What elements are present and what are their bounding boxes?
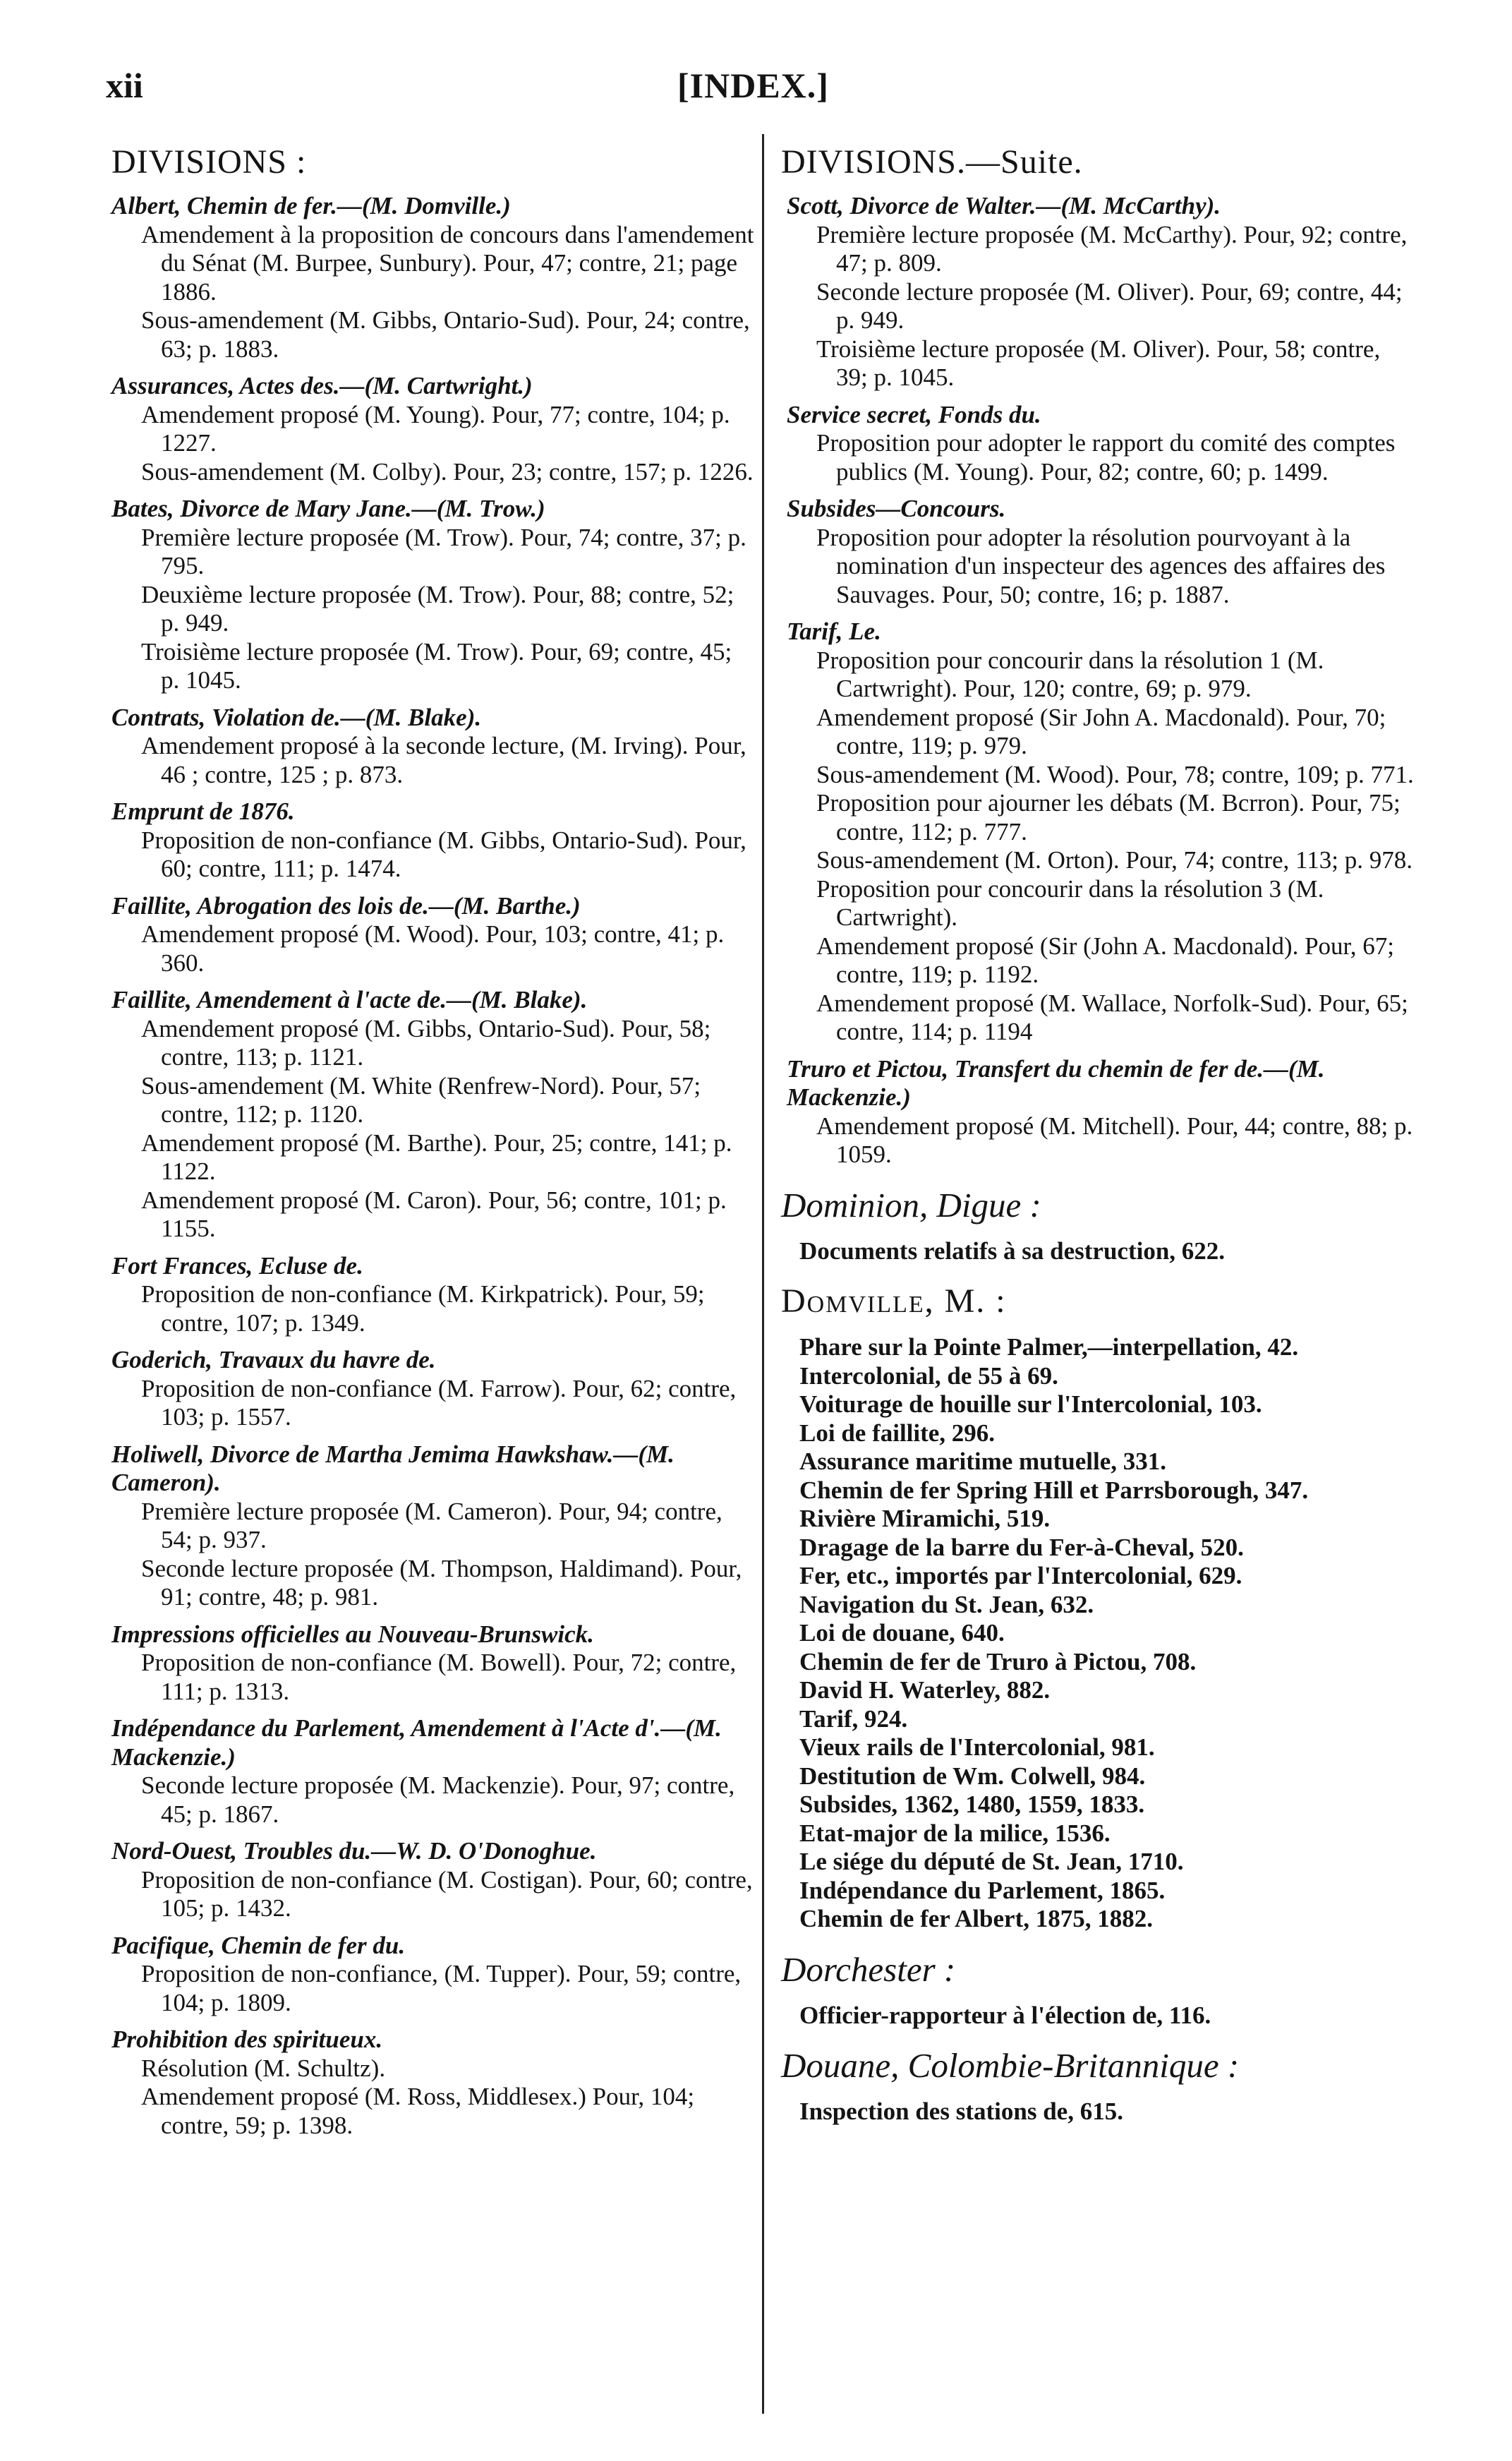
right-column — [781, 141, 1416, 2126]
entry-heading: Faillite, Abrogation des lois de.—(M. Barthe.) — [111, 891, 581, 920]
entry-heading: Indépendance du Parlement, Amendement à l'Acte d'.—(M. Mackenzie.) — [111, 1714, 722, 1771]
index-entry — [106, 2026, 755, 2140]
entry-line: Sous-amendement (M. Colby). Pour, 23; contre, 157; p. 1226. — [141, 457, 754, 486]
index-item: Etat-major de la milice, 1536. — [799, 1819, 1111, 1847]
entry-line: Seconde lecture proposée (M. Thompson, Haldimand). Pour, 91; contre, 48; p. 981. — [141, 1554, 742, 1611]
entry-heading: Bates, Divorce de Mary Jane.—(M. Trow.) — [111, 495, 545, 522]
entry-line: Proposition de non-confiance (M. Bowell). Pour, 72; contre, 111; p. 1313. — [141, 1649, 737, 1705]
entry-heading: Tarif, Le. — [787, 618, 881, 645]
dominion-items — [781, 1237, 1416, 1266]
entry-line: Proposition pour adopter la résolution pourvoyant à la nomination d'un inspecteur des agences des affaires des Sauvages. Pour, 50; contre, 16; p. 1887. — [816, 523, 1386, 608]
entry-line: Sous-amendement (M. Orton). Pour, 74; contre, 113; p. 978. — [816, 846, 1413, 874]
index-item: Chemin de fer Spring Hill et Parrsborough, 347. — [799, 1476, 1309, 1504]
entry-line: Amendement proposé (Sir (John A. Macdonald). Pour, 67; contre, 119; p. 1192. — [816, 932, 1395, 988]
entry-line: Amendement proposé (M. Caron). Pour, 56; contre, 101; p. 1155. — [141, 1186, 727, 1242]
entry-heading: Faillite, Amendement à l'acte de.—(M. Blake). — [111, 986, 588, 1013]
entry-line: Proposition de non-confiance (M. Farrow). Pour, 62; contre, 103; p. 1557. — [141, 1374, 737, 1431]
entry-heading: Subsides—Concours. — [787, 495, 1006, 522]
left-column — [106, 141, 755, 2148]
index-item: Dragage de la barre du Fer-à-Cheval, 520. — [799, 1533, 1244, 1561]
index-entry — [106, 704, 755, 790]
douane-heading: Douane, Colombie-Britannique : — [781, 2046, 1240, 2085]
index-item: Loi de faillite, 296. — [799, 1419, 996, 1447]
index-item: Inspection des stations de, 615. — [799, 2098, 1123, 2125]
index-item: Phare sur la Pointe Palmer,—interpellation, 42. — [799, 1333, 1299, 1361]
entry-line: Première lecture proposée (M. Trow). Pour, 74; contre, 37; p. 795. — [141, 523, 746, 579]
index-item: Destitution de Wm. Colwell, 984. — [799, 1762, 1146, 1790]
index-item: Rivière Miramichi, 519. — [799, 1505, 1051, 1532]
entry-heading: Emprunt de 1876. — [111, 798, 295, 825]
entry-line: Proposition de non-confiance, (M. Tupper). Pour, 59; contre, 104; p. 1809. — [141, 1960, 742, 2016]
entry-line: Proposition pour ajourner les débats (M. Bcrron). Pour, 75; contre, 112; p. 777. — [816, 789, 1401, 846]
entry-line: Proposition de non-confiance (M. Gibbs, Ontario-Sud). Pour, 60; contre, 111; p. 1474. — [141, 826, 746, 882]
index-item: Voiturage de houille sur l'Intercolonial, 103. — [799, 1390, 1262, 1418]
page-number: xii — [106, 66, 143, 105]
entry-heading: Holiwell, Divorce de Martha Jemima Hawkshaw.—(M. Cameron). — [111, 1440, 675, 1496]
index-entry — [106, 1932, 755, 2018]
entry-line: Première lecture proposée (M. McCarthy). Pour, 92; contre, 47; p. 809. — [816, 220, 1408, 277]
entry-line: Amendement proposé (M. Ross, Middlesex.) Pour, 104; contre, 59; p. 1398. — [141, 2083, 695, 2139]
entry-heading: Service secret, Fonds du. — [787, 400, 1041, 428]
entry-line: Amendement proposé à la seconde lecture, (M. Irving). Pour, 46 ; contre, 125 ; p. 873. — [141, 732, 746, 788]
dorchester-items — [781, 2002, 1416, 2030]
index-entry — [106, 986, 755, 1244]
entry-line: Amendement à la proposition de concours dans l'amendement du Sénat (M. Burpee, Sunbury). Pour, 47; contre, 21; page 1886. — [141, 220, 754, 306]
index-item: Subsides, 1362, 1480, 1559, 1833. — [799, 1791, 1145, 1818]
entry-line: Amendement proposé (M. Young). Pour, 77; contre, 104; p. 1227. — [141, 400, 730, 457]
index-entry — [106, 1252, 755, 1338]
dorchester-heading: Dorchester : — [781, 1949, 956, 1989]
index-item: Navigation du St. Jean, 632. — [799, 1590, 1094, 1618]
index-item: Indépendance du Parlement, 1865. — [799, 1876, 1166, 1904]
index-entry — [106, 1346, 755, 1432]
index-entry — [781, 1055, 1416, 1169]
index-entry — [106, 798, 755, 884]
entry-line: Proposition de non-confiance (M. Costigan). Pour, 60; contre, 105; p. 1432. — [141, 1865, 753, 1922]
index-entry — [781, 401, 1416, 487]
index-item: Loi de douane, 640. — [799, 1619, 1005, 1647]
entry-line: Proposition de non-confiance (M. Kirkpatrick). Pour, 59; contre, 107; p. 1349. — [141, 1280, 705, 1337]
entry-heading: Contrats, Violation de.—(M. Blake). — [111, 703, 482, 731]
entry-heading: Fort Frances, Ecluse de. — [111, 1251, 363, 1280]
index-item: Vieux rails de l'Intercolonial, 981. — [799, 1733, 1155, 1761]
entry-line: Deuxième lecture proposée (M. Trow). Pour, 88; contre, 52; p. 949. — [141, 580, 734, 637]
index-entry — [106, 892, 755, 978]
entry-line: Sous-amendement (M. White (Renfrew-Nord). Pour, 57; contre, 112; p. 1120. — [141, 1071, 701, 1128]
domville-heading: Domville, M. : — [781, 1282, 1007, 1320]
index-item: Tarif, 924. — [799, 1704, 908, 1733]
index-item: Documents relatifs à sa destruction, 622. — [799, 1236, 1226, 1265]
entry-heading: Albert, Chemin de fer.—(M. Domville.) — [111, 192, 511, 219]
entry-line: Seconde lecture proposée (M. Mackenzie). Pour, 97; contre, 45; p. 1867. — [141, 1771, 735, 1828]
index-item: Fer, etc., importés par l'Intercolonial, 629. — [799, 1562, 1242, 1589]
domville-items — [781, 1333, 1416, 1934]
entry-line: Sous-amendement (M. Gibbs, Ontario-Sud). Pour, 24; contre, 63; p. 1883. — [141, 306, 750, 363]
entry-heading: Impressions officielles au Nouveau-Brunswick. — [111, 1620, 594, 1648]
index-entry — [781, 618, 1416, 1047]
index-item: Chemin de fer Albert, 1875, 1882. — [799, 1905, 1153, 1932]
entry-heading: Pacifique, Chemin de fer du. — [111, 1931, 406, 1959]
entry-heading: Truro et Pictou, Transfert du chemin de fer de.—(M. Mackenzie.) — [787, 1054, 1325, 1111]
entry-line: Résolution (M. Schultz). — [141, 2054, 386, 2082]
entry-line: Première lecture proposée (M. Cameron). Pour, 94; contre, 54; p. 937. — [141, 1497, 722, 1553]
index-entry — [106, 1837, 755, 1923]
index-item: Chemin de fer de Truro à Pictou, 708. — [799, 1647, 1197, 1675]
index-item: Officier-rapporteur à l'élection de, 116. — [799, 2001, 1211, 2029]
index-entry — [106, 1714, 755, 1829]
entry-line: Sous-amendement (M. Wood). Pour, 78; contre, 109; p. 771. — [816, 760, 1414, 788]
column-divider — [762, 134, 764, 2414]
section-heading-continued: DIVISIONS.—Suite. — [781, 143, 1083, 181]
entry-line: Proposition pour adopter le rapport du comité des comptes publics (M. Young). Pour, 82; contre, 60; p. 1499. — [816, 429, 1396, 486]
entry-heading: Scott, Divorce de Walter.—(M. McCarthy). — [787, 192, 1221, 219]
entry-line: Proposition pour concourir dans la résolution 1 (M. Cartwright). Pour, 120; contre, 69; p. 979. — [816, 646, 1324, 702]
entry-line: Amendement proposé (M. Wood). Pour, 103; contre, 41; p. 360. — [141, 920, 725, 977]
entry-line: Amendement proposé (M. Gibbs, Ontario-Sud). Pour, 58; contre, 113; p. 1121. — [141, 1014, 711, 1071]
entry-heading: Prohibition des spiritueux. — [111, 2026, 383, 2053]
entry-line: Troisième lecture proposée (M. Trow). Pour, 69; contre, 45; p. 1045. — [141, 637, 732, 694]
entry-heading: Nord-Ouest, Troubles du.—W. D. O'Donoghue. — [111, 1837, 597, 1865]
left-entries — [106, 192, 755, 2140]
index-entry — [106, 1440, 755, 1612]
entry-heading: Goderich, Travaux du havre de. — [111, 1346, 436, 1373]
entry-line: Troisième lecture proposée (M. Oliver). Pour, 58; contre, 39; p. 1045. — [816, 335, 1381, 391]
entry-line: Amendement proposé (Sir John A. Macdonald). Pour, 70; contre, 119; p. 979. — [816, 703, 1386, 759]
index-entry — [106, 495, 755, 695]
index-item: Le siége du député de St. Jean, 1710. — [799, 1848, 1184, 1875]
entry-line: Amendement proposé (M. Wallace, Norfolk-Sud). Pour, 65; contre, 114; p. 1194 — [816, 989, 1408, 1045]
index-item: David H. Waterley, 882. — [799, 1676, 1051, 1704]
entry-line: Seconde lecture proposée (M. Oliver). Pour, 69; contre, 44; p. 949. — [816, 277, 1403, 334]
right-entries — [781, 192, 1416, 1169]
entry-line: Amendement proposé (M. Mitchell). Pour, 44; contre, 88; p. 1059. — [816, 1112, 1413, 1168]
index-entry — [106, 1620, 755, 1707]
douane-items — [781, 2098, 1416, 2126]
index-entry — [106, 372, 755, 486]
page-title: [INDEX.] — [677, 66, 829, 105]
index-item: Intercolonial, de 55 à 69. — [799, 1361, 1058, 1390]
index-entry — [781, 192, 1416, 392]
index-item: Assurance maritime mutuelle, 331. — [799, 1448, 1167, 1475]
index-entry — [106, 192, 755, 363]
section-heading: DIVISIONS : — [111, 143, 307, 181]
entry-line: Amendement proposé (M. Barthe). Pour, 25; contre, 141; p. 1122. — [141, 1129, 732, 1185]
entry-heading: Assurances, Actes des.—(M. Cartwright.) — [111, 372, 533, 399]
dominion-heading: Dominion, Digue : — [781, 1185, 1041, 1225]
index-entry — [781, 495, 1416, 609]
entry-line: Proposition pour concourir dans la résolution 3 (M. Cartwright). — [816, 874, 1324, 931]
